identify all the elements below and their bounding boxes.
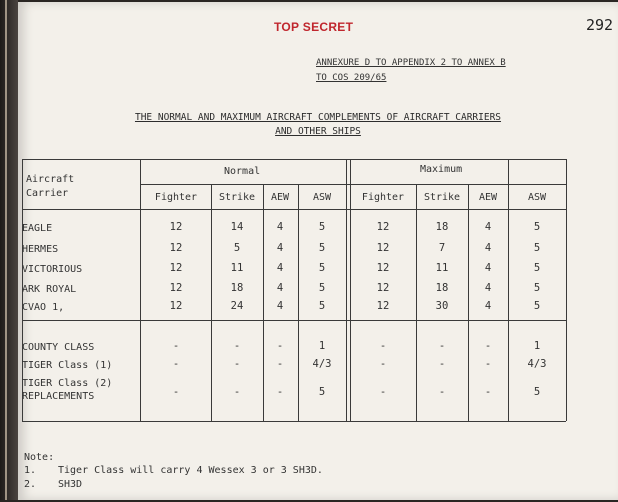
column-header: ASW <box>527 192 547 203</box>
table-cell: - <box>379 386 387 398</box>
carrier-name: VICTORIOUS <box>22 264 83 275</box>
table-cell: 12 <box>169 221 183 233</box>
table-cell: 5 <box>533 221 541 233</box>
binding-gutter <box>0 0 18 500</box>
note-number: 1. <box>24 465 37 476</box>
column-header: Strike <box>218 192 256 203</box>
row-header-aircraft: Aircraft <box>26 174 75 185</box>
table-cell: 4 <box>484 282 492 294</box>
table-cell: 5 <box>318 262 326 274</box>
note-text: SH3D <box>58 479 83 490</box>
table-cell: 4 <box>484 221 492 233</box>
classification-marking: TOP SECRET <box>274 20 354 34</box>
table-cell: 12 <box>169 242 183 254</box>
table-cell: 5 <box>533 386 541 398</box>
table-cell: 4 <box>276 221 284 233</box>
table-bottom-rule <box>22 421 566 422</box>
table-cell: - <box>276 386 284 398</box>
table-cell: 5 <box>533 242 541 254</box>
table-cell: 4 <box>276 282 284 294</box>
table-cell: 5 <box>318 221 326 233</box>
table-cell: 5 <box>318 282 326 294</box>
table-cell: - <box>233 358 241 370</box>
carrier-name: ARK ROYAL <box>22 284 77 295</box>
table-cell: 12 <box>376 282 390 294</box>
table-cell: - <box>438 386 446 398</box>
table-cell: 4/3 <box>527 358 547 370</box>
table-cell: - <box>233 386 241 398</box>
table-cell: 18 <box>230 282 244 294</box>
table-cell: - <box>438 358 446 370</box>
note-text: Tiger Class will carry 4 Wessex 3 or 3 SH3D. <box>58 465 323 476</box>
group-header-normal: Normal <box>224 166 261 177</box>
table-cell: - <box>379 340 387 352</box>
table-cell: 4 <box>276 242 284 254</box>
annex-reference-line1: ANNEXURE D TO APPENDIX 2 TO ANNEX B <box>316 58 506 68</box>
table-cell: 12 <box>169 262 183 274</box>
table-cell: - <box>379 358 387 370</box>
table-cell: 5 <box>533 262 541 274</box>
table-right-border <box>566 159 567 421</box>
table-cell: - <box>276 358 284 370</box>
ship-class-name: TIGER Class (1) <box>22 360 113 371</box>
column-header: ASW <box>312 192 332 203</box>
table-cell: 5 <box>318 386 326 398</box>
column-header: AEW <box>270 192 290 203</box>
table-cell: 11 <box>230 262 244 274</box>
table-cell: 5 <box>533 300 541 312</box>
table-cell: 4 <box>276 262 284 274</box>
table-cell: 24 <box>230 300 244 312</box>
document-title-line1: THE NORMAL AND MAXIMUM AIRCRAFT COMPLEMENTS OF AIRCRAFT CARRIERS <box>134 112 502 123</box>
column-divider <box>416 184 417 421</box>
group-header-rule <box>140 184 566 185</box>
table-cell: 12 <box>169 282 183 294</box>
table-cell: 1 <box>533 340 541 352</box>
column-header: AEW <box>478 192 498 203</box>
carrier-column-divider <box>140 159 141 421</box>
table-cell: 5 <box>318 300 326 312</box>
table-cell: 4 <box>276 300 284 312</box>
table-cell: 30 <box>435 300 449 312</box>
table-cell: - <box>172 358 180 370</box>
annex-reference-line2: TO COS 209/65 <box>316 73 387 83</box>
header-bottom-rule <box>22 209 566 210</box>
group-divider <box>350 159 351 421</box>
table-cell: 12 <box>376 242 390 254</box>
table-cell: - <box>484 340 492 352</box>
table-cell: 5 <box>318 242 326 254</box>
binding-spine <box>5 0 7 500</box>
table-cell: 11 <box>435 262 449 274</box>
table-cell: 12 <box>169 300 183 312</box>
table-cell: 5 <box>233 242 241 254</box>
table-cell: 12 <box>376 262 390 274</box>
table-cell: - <box>172 386 180 398</box>
table-cell: - <box>172 340 180 352</box>
ship-class-name: COUNTY CLASS <box>22 342 95 353</box>
row-header-carrier: Carrier <box>26 188 69 199</box>
carrier-name: CVAO 1, <box>22 302 65 313</box>
table-cell: - <box>276 340 284 352</box>
table-cell: 12 <box>376 221 390 233</box>
table-cell: 18 <box>435 282 449 294</box>
document-title-line2: AND OTHER SHIPS <box>275 126 361 137</box>
aircraft-complement-table <box>18 2 618 502</box>
table-cell: 4 <box>484 300 492 312</box>
note-number: 2. <box>24 479 37 490</box>
column-header: Fighter <box>154 192 198 203</box>
table-cell: 4 <box>484 262 492 274</box>
table-cell: 4/3 <box>312 358 332 370</box>
table-cell: 4 <box>484 242 492 254</box>
document-page <box>18 2 618 500</box>
table-cell: - <box>438 340 446 352</box>
table-cell: 12 <box>376 300 390 312</box>
carrier-name: HERMES <box>22 244 59 255</box>
column-header: Fighter <box>361 192 405 203</box>
table-cell: 14 <box>230 221 244 233</box>
carrier-name: EAGLE <box>22 223 53 234</box>
table-cell: 18 <box>435 221 449 233</box>
section-divider-rule <box>22 320 566 321</box>
folio-number: 292 <box>586 16 614 34</box>
table-cell: - <box>233 340 241 352</box>
ship-class-name: TIGER Class (2) <box>22 378 113 389</box>
table-cell: 1 <box>318 340 326 352</box>
table-cell: 7 <box>438 242 446 254</box>
table-cell: - <box>484 358 492 370</box>
notes-label: Note: <box>24 452 55 463</box>
table-cell: 5 <box>533 282 541 294</box>
ship-class-name: REPLACEMENTS <box>22 391 95 402</box>
column-header: Strike <box>423 192 461 203</box>
column-divider <box>211 184 212 421</box>
table-cell: - <box>484 386 492 398</box>
table-top-rule <box>22 159 566 160</box>
group-header-maximum: Maximum <box>420 164 463 175</box>
